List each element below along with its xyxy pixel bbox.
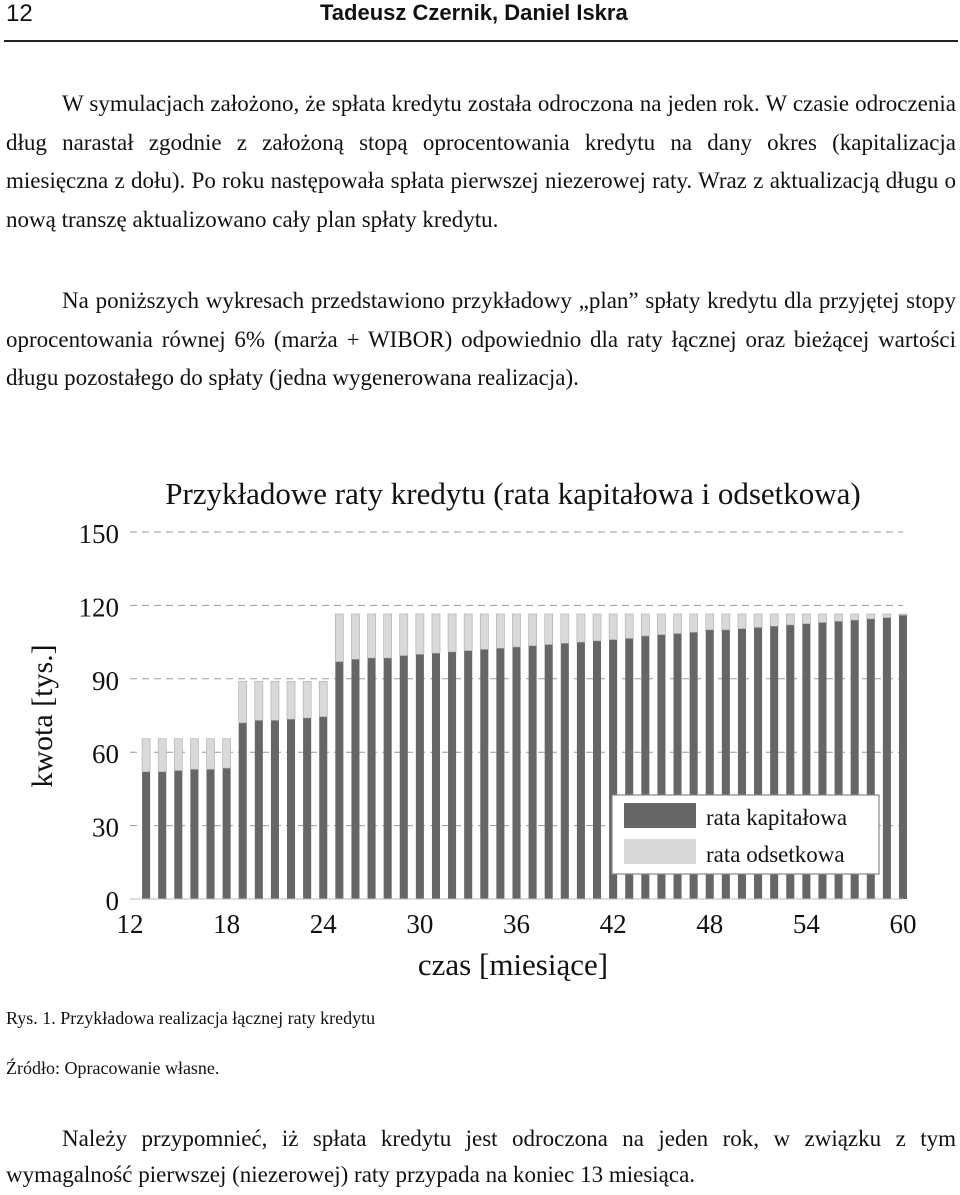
bar-rata-kapitalowa [303, 718, 311, 899]
bar-rata-odsetkowa [287, 681, 295, 719]
bar-rata-kapitalowa [416, 654, 424, 899]
bar-rata-kapitalowa [545, 645, 553, 899]
bar-rata-odsetkowa [625, 614, 633, 638]
bar-rata-odsetkowa [271, 681, 279, 720]
bar-rata-odsetkowa [770, 614, 778, 626]
bar-rata-kapitalowa [400, 656, 408, 899]
bar-rata-odsetkowa [335, 614, 343, 662]
bar-rata-odsetkowa [529, 614, 537, 646]
bar-rata-kapitalowa [529, 646, 537, 899]
legend-label-rata-kapitalowa: rata kapitałowa [706, 805, 848, 830]
bar-rata-odsetkowa [545, 614, 553, 645]
bar-rata-kapitalowa [480, 649, 488, 899]
bar-rata-odsetkowa [561, 614, 569, 643]
bar-rata-kapitalowa [158, 772, 166, 899]
bar-rata-odsetkowa [351, 614, 359, 659]
bar-rata-kapitalowa [432, 653, 440, 899]
figure-source: Źródło: Opracowanie własne. [6, 1058, 220, 1078]
bar-rata-odsetkowa [802, 614, 810, 624]
stacked-bar-chart [0, 470, 960, 990]
bar-rata-odsetkowa [255, 681, 263, 720]
chart-x-axis-label: czas [miesiące] [417, 947, 609, 982]
bar-rata-odsetkowa [786, 614, 794, 625]
bar-rata-kapitalowa [883, 618, 891, 899]
bar-rata-kapitalowa [464, 651, 472, 899]
bar-rata-odsetkowa [400, 614, 408, 656]
bar-rata-kapitalowa [561, 643, 569, 899]
bar-rata-kapitalowa [190, 769, 198, 899]
chart-title: Przykładowe raty kredytu (rata kapitałowa i odsetkowa) [165, 476, 861, 511]
bar-rata-odsetkowa [818, 614, 826, 623]
chart-legend [612, 795, 879, 874]
x-tick-label: 36 [503, 909, 530, 939]
bar-rata-odsetkowa [496, 614, 504, 648]
bar-rata-kapitalowa [174, 771, 182, 899]
bar-rata-odsetkowa [416, 614, 424, 654]
bar-rata-odsetkowa [464, 614, 472, 651]
bar-rata-kapitalowa [496, 648, 504, 899]
y-tick-label: 90 [92, 665, 119, 696]
bar-rata-kapitalowa [271, 720, 279, 899]
bar-rata-odsetkowa [577, 614, 585, 642]
header-rule [4, 40, 958, 42]
bar-rata-odsetkowa [706, 614, 714, 630]
x-tick-label: 42 [599, 909, 627, 939]
bar-rata-kapitalowa [351, 659, 359, 899]
x-tick-label: 12 [116, 909, 144, 939]
bar-rata-odsetkowa [835, 614, 843, 621]
bar-rata-odsetkowa [239, 681, 247, 723]
bar-rata-odsetkowa [158, 739, 166, 772]
bar-rata-kapitalowa [384, 658, 392, 899]
bar-rata-kapitalowa [512, 647, 520, 899]
bar-rata-odsetkowa [432, 614, 440, 653]
bar-rata-kapitalowa [142, 772, 150, 899]
bar-rata-odsetkowa [641, 614, 649, 636]
bar-rata-kapitalowa [368, 658, 376, 899]
bar-rata-kapitalowa [239, 723, 247, 899]
bar-rata-odsetkowa [657, 614, 665, 635]
x-tick-label: 24 [309, 909, 337, 939]
page-header [0, 0, 960, 44]
figure-caption: Rys. 1. Przykładowa realizacja łącznej raty kredytu [6, 1008, 376, 1028]
chart-y-axis-label: kwota [tys.] [26, 644, 59, 788]
bar-rata-odsetkowa [368, 614, 376, 658]
paragraph-3: Należy przypomnieć, iż spłata kredytu jest odroczona na jeden rok, w związku z tym wymagalność pierwszej (niezerowej) raty przypada na koniec 13 miesiąca. [6, 1126, 956, 1187]
bar-rata-kapitalowa [593, 641, 601, 899]
bar-rata-odsetkowa [206, 739, 214, 770]
bar-rata-odsetkowa [738, 614, 746, 629]
y-tick-label: 60 [92, 739, 119, 770]
bar-rata-odsetkowa [223, 739, 231, 768]
bar-rata-kapitalowa [319, 717, 327, 899]
bar-rata-odsetkowa [883, 614, 891, 618]
page-number: 12 [6, 0, 33, 27]
legend-swatch-rata-kapitalowa [624, 803, 696, 828]
bar-rata-odsetkowa [190, 739, 198, 770]
bar-rata-odsetkowa [593, 614, 601, 641]
bar-rata-odsetkowa [448, 614, 456, 652]
bar-rata-odsetkowa [609, 614, 617, 640]
bar-rata-odsetkowa [851, 614, 859, 620]
bar-rata-odsetkowa [674, 614, 682, 634]
bar-rata-kapitalowa [335, 662, 343, 899]
y-tick-label: 120 [78, 592, 119, 623]
bar-rata-odsetkowa [722, 614, 730, 630]
bar-rata-kapitalowa [255, 720, 263, 899]
bar-rata-odsetkowa [174, 739, 182, 771]
bar-rata-odsetkowa [690, 614, 698, 632]
bar-rata-odsetkowa [480, 614, 488, 649]
bar-rata-odsetkowa [384, 614, 392, 658]
x-tick-label: 30 [406, 909, 434, 939]
bar-rata-kapitalowa [223, 768, 231, 899]
paragraph-2: Na poniższych wykresach przedstawiono przykładowy „plan” spłaty kredytu dla przyjętej stopy oprocentowania równej 6% (marża + WIBOR) odpowiednio dla raty łącznej oraz bieżącej wartości długu pozostałego do spłaty (jedna wygenerowana realizacja). [6, 288, 956, 390]
x-tick-label: 18 [213, 909, 241, 939]
running-head-authors: Tadeusz Czernik, Daniel Iskra [320, 0, 628, 25]
paragraph-1: W symulacjach założono, że spłata kredytu została odroczona na jeden rok. W czasie odroczenia dług narastał zgodnie z założoną stopą oprocentowania kredytu na dany okres (kapitalizacja miesięczna z dołu). Po roku następowała spłata pierwszej niezerowej raty. Wraz z aktualizacją długu o nową transzę aktualizowano cały plan spłaty kredytu. [6, 91, 956, 232]
bar-rata-kapitalowa [448, 652, 456, 899]
y-tick-label: 30 [92, 812, 119, 843]
legend-swatch-rata-odsetkowa [624, 839, 696, 864]
bar-rata-odsetkowa [867, 614, 875, 619]
bar-rata-odsetkowa [142, 739, 150, 772]
x-tick-label: 48 [696, 909, 724, 939]
x-tick-label: 54 [792, 909, 820, 939]
y-tick-label: 0 [105, 886, 119, 916]
y-tick-label: 150 [78, 519, 119, 549]
bar-rata-odsetkowa [319, 681, 327, 716]
bar-rata-odsetkowa [303, 681, 311, 718]
legend-label-rata-odsetkowa: rata odsetkowa [706, 842, 845, 867]
bar-rata-kapitalowa [287, 719, 295, 899]
bar-rata-odsetkowa [512, 614, 520, 647]
bar-rata-kapitalowa [577, 642, 585, 899]
bar-rata-odsetkowa [899, 614, 907, 615]
bar-rata-kapitalowa [206, 769, 214, 899]
x-tick-label: 60 [889, 909, 917, 939]
bar-rata-kapitalowa [899, 615, 907, 899]
bar-rata-odsetkowa [754, 614, 762, 627]
